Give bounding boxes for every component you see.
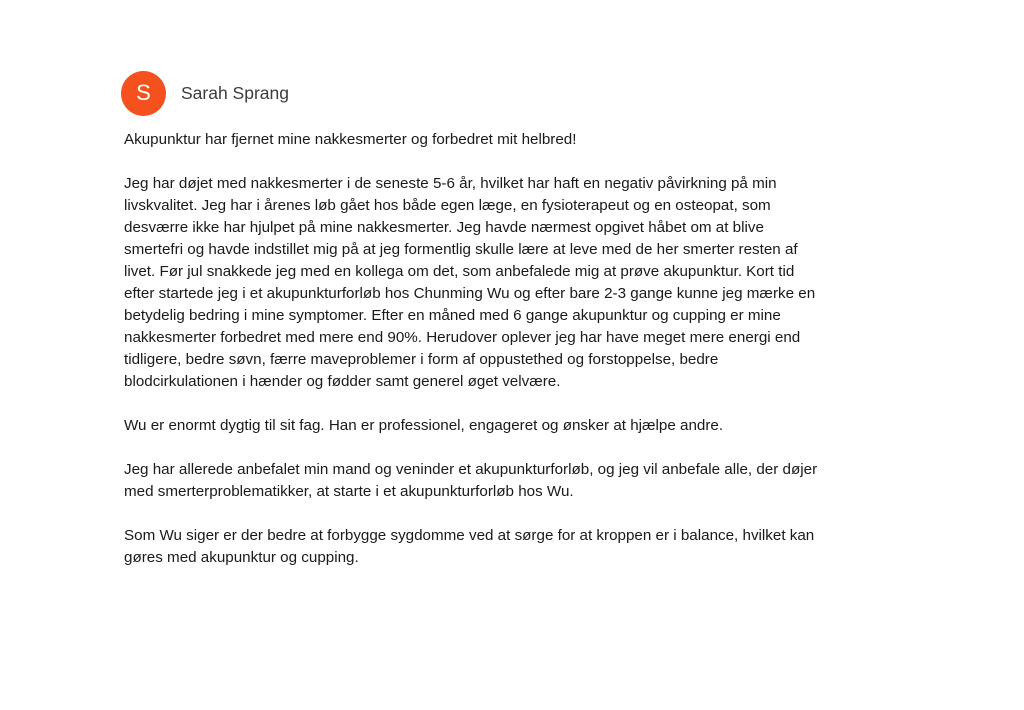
- review-paragraph-closing: Som Wu siger er der bedre at forbygge sygdomme ved at sørge for at kroppen er i balance, hvilket kan gøres med akupunktur og cupping.: [124, 527, 815, 566]
- review-header: [121, 70, 821, 116]
- review-body: [121, 129, 821, 569]
- review-paragraph-story: Jeg har døjet med nakkesmerter i de seneste 5-6 år, hvilket har haft en negativ påvirkning på min livskvalitet. Jeg har i årenes løb gået hos både egen læge, en fysioterapeut og en osteopat, som desværre ikke har hjulpet på mine nakkesmerter. Jeg havde nærmest opgivet håbet om at blive smertefri og havde indstillet mig på at jeg formentlig skulle lære at leve med de her smerter resten af livet. Før jul snakkede jeg med en kollega om det, som anbefalede mig at prøve akupunktur. Kort tid efter startede jeg i et akupunkturforløb hos Chunming Wu og efter bare 2-3 gange kunne jeg mærke en betydelig bedring i mine symptomer. Efter en måned med 6 gange akupunktur og cupping er mine nakkesmerter forbedret med mere end 90%. Herudover oplever jeg har have meget mere energi end tidligere, bedre søvn, færre maveproblemer i form af oppustethed og forstoppelse, bedre blodcirkulationen i hænder og fødder samt generel øget velvære.: [124, 175, 816, 390]
- reviewer-name[interactable]: Sarah Sprang: [181, 82, 289, 103]
- review-paragraph-praise: Wu er enormt dygtig til sit fag. Han er professionel, engageret og ønsker at hjælpe andre.: [124, 417, 724, 434]
- review-paragraph-headline: Akupunktur har fjernet mine nakkesmerter og forbedret mit helbred!: [124, 131, 577, 148]
- avatar[interactable]: S: [121, 71, 166, 116]
- review-card: [121, 70, 821, 591]
- review-paragraph-recommendation: Jeg har allerede anbefalet min mand og veninder et akupunkturforløb, og jeg vil anbefale alle, der døjer med smerterproblematikker, at starte i et akupunkturforløb hos Wu.: [124, 461, 818, 500]
